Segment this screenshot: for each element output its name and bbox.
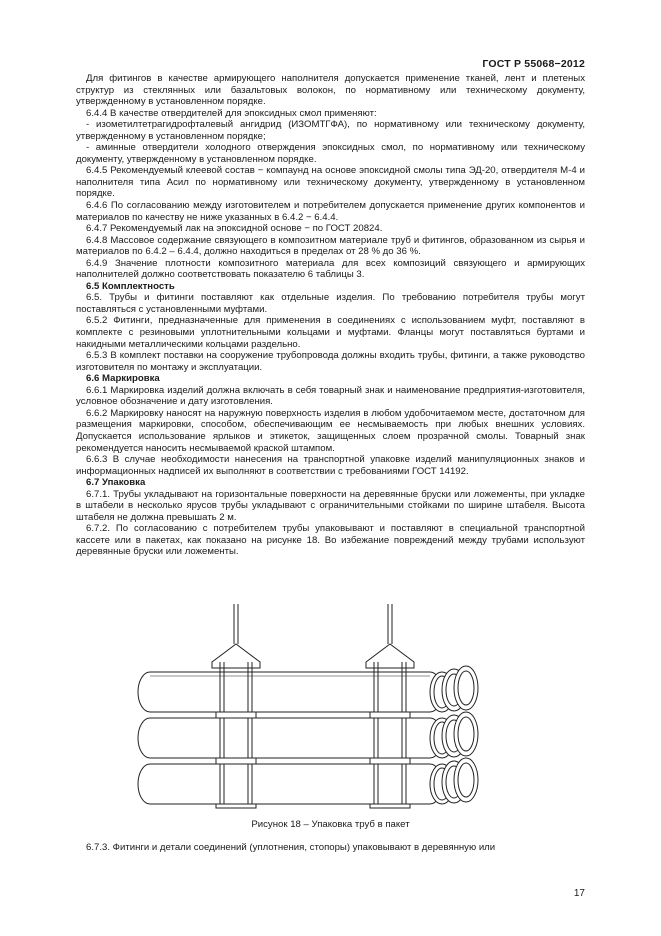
pipe-package-figure <box>130 604 530 809</box>
body-text <box>76 73 585 558</box>
paragraph: - изометилтетрагидрофталевый ангидрид (ИЗОМТГФА), по нормативному или техническому документу, утвержденному в установленном порядке; <box>76 119 585 142</box>
paragraph: 6.4.5 Рекомендуемый клеевой состав − компаунд на основе эпоксидной смолы типа ЭД-20, отвердителя М-4 и наполнителя типа Асил по нормативному или техническому документу, утвержденному в установленном порядке. <box>76 165 585 200</box>
paragraph: 6.4.6 По согласованию между изготовителем и потребителем допускается применение других компонентов и материалов по качеству не ниже указанных в 6.4.2 − 6.4.4. <box>76 200 585 223</box>
paragraph: 6.6.3 В случае необходимости нанесения на транспортной упаковке изделий манипуляционных знаков и информационных надписей их выполняют в соответствии с требованиями ГОСТ 14192. <box>76 454 585 477</box>
paragraph: - аминные отвердители холодного отверждения эпоксидных смол, по нормативному или техническому документу, утвержденному в установленном порядке. <box>76 142 585 165</box>
paragraph: 6.7.1. Трубы укладывают на горизонтальные поверхности на деревянные бруски или ложементы, при укладке в штабели в несколько ярусов трубы укладывают с ограничительными стойками по ширине штабеля. Высота штабеля не должна превышать 2 м. <box>76 488 585 523</box>
paragraph: 6.5.3 В комплект поставки на сооружение трубопровода должны входить трубы, фитинги, а также руководство изготовителя по монтажу и эксплуатации. <box>76 350 585 373</box>
paragraph: 6.4.7 Рекомендуемый лак на эпоксидной основе − по ГОСТ 20824. <box>86 223 383 235</box>
paragraph: 6.5. Трубы и фитинги поставляют как отдельные изделия. По требованию потребителя трубы могут поставляться с установленными муфтами. <box>76 292 585 315</box>
figure-caption: Рисунок 18 – Упаковка труб в пакет <box>251 819 410 830</box>
section-heading: 6.6 Маркировка <box>86 373 160 385</box>
paragraph: 6.4.4 В качестве отвердителей для эпоксидных смол применяют: <box>86 107 377 119</box>
section-heading: 6.7 Упаковка <box>86 477 146 489</box>
paragraph: 6.7.3. Фитинги и детали соединений (уплотнения, стопоры) упаковывают в деревянную или <box>86 842 496 853</box>
paragraph: 6.4.9 Значение плотности композитного материала для всех композиций связующего и армирующих наполнителей должно соответствовать показателю 6 таблицы 3. <box>76 257 585 281</box>
page-number: 17 <box>573 888 585 899</box>
section-heading: 6.5 Комплектность <box>86 280 175 292</box>
paragraph: 6.4.8 Массовое содержание связующего в композитном материале труб и фитингов, образованном из сырья и материалов по 6.4.2 – 6.4.4, должно находиться в пределах от 28 % до 36 %. <box>76 234 585 258</box>
body-text-continued <box>76 842 585 854</box>
paragraph: Для фитингов в качестве армирующего наполнителя допускается применение тканей, лент и плетеных структур из стеклянных или базальтовых волокон, по нормативному или техническому документу, утвержденному в установленном порядке. <box>76 73 585 108</box>
paragraph: 6.5.2 Фитинги, предназначенные для применения в соединениях с использованием муфт, поставляют в комплекте с резиновыми уплотнительными кольцами и муфтами. Фланцы могут поставляться буртами и накидными металлическими кольцами раздельно. <box>76 315 585 350</box>
standard-header: ГОСТ Р 55068−2012 <box>482 58 585 70</box>
paragraph: 6.7.2. По согласованию с потребителем трубы упаковывают и поставляют в специальной транспортной кассете или в пакетах, как показано на рисунке 18. Во избежание повреждений между трубами используют деревянные бруски или ложементы. <box>76 523 585 558</box>
paragraph: 6.6.1 Маркировка изделий должна включать в себя товарный знак и наименование предприятия-изготовителя, условное обозначение и дату изготовления. <box>76 384 585 408</box>
paragraph: 6.6.2 Маркировку наносят на наружную поверхность изделия в любом удобочитаемом месте, достаточном для размещения маркировки, способом, обеспечивающим ее несмываемость при любых внешних условиях. Допускается использование ярлыков и этикеток, защищенных слоем прозрачной смолы. Товарный знак рекомендуется наносить несмываемой краской штампом. <box>76 407 585 454</box>
